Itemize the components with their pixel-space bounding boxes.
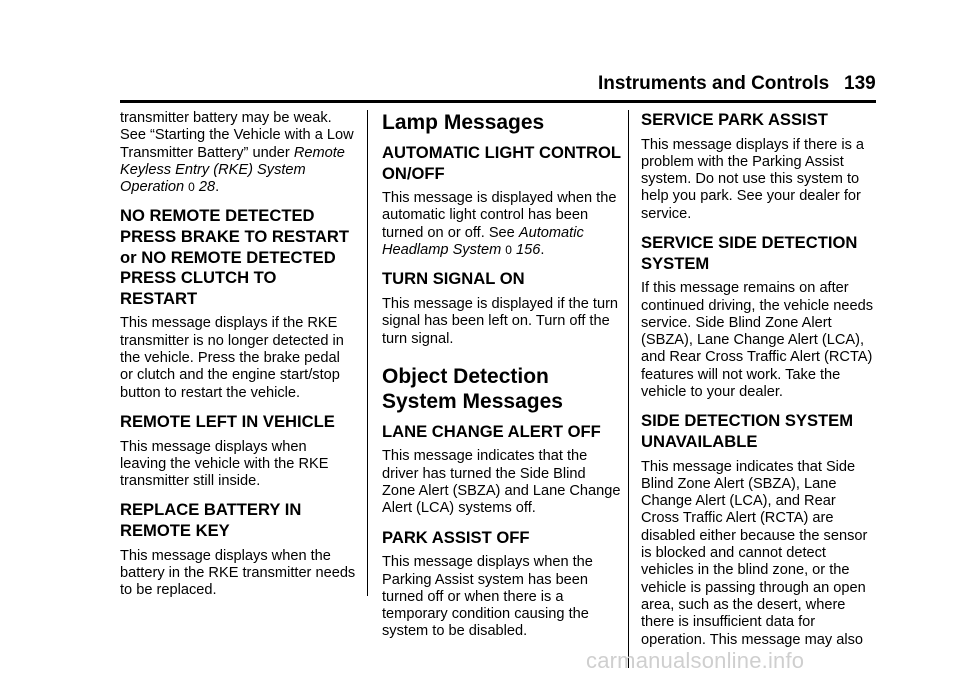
column-divider-1	[367, 110, 368, 596]
intro-paragraph: transmitter battery may be weak. See “Starting the Vehicle with a Low Transmitter Battery” under Remote Keyless Entry (RKE) System Operation 0 28.	[120, 110, 354, 196]
paragraph-remote-left: This message displays when leaving the vehicle with the RKE transmitter still inside.	[120, 438, 329, 490]
rke-cross-reference[interactable]: Remote Keyless Entry (RKE) System Operation	[120, 144, 345, 196]
paragraph-service-side-detection: If this message remains on after continued driving, the vehicle needs service. Side Blind Zone Alert (SBZA), Lane Change Alert (LCA), and Rear Cross Traffic Alert (RCTA) features will not work. Take the vehicle to your dealer.	[641, 280, 874, 401]
column-2	[382, 110, 622, 641]
heading-service-park-assist: SERVICE PARK ASSIST	[641, 110, 828, 129]
paragraph-park-assist-off: This message displays when the Parking Assist system has been turned off or when there is a temporary condition causing the system to be disabled.	[382, 554, 593, 640]
heading-object-detection-messages: Object Detection System Messages	[382, 364, 563, 413]
column-1	[120, 110, 356, 600]
page-ref-number[interactable]: 156	[516, 242, 541, 259]
heading-service-side-detection: SERVICE SIDE DETECTION SYSTEM	[641, 233, 858, 273]
heading-lamp-messages: Lamp Messages	[382, 111, 545, 134]
paragraph-lane-change-alert-off: This message indicates that the driver has turned the Side Blind Zone Alert (SBZA) and Lane Change Alert (LCA) systems off.	[382, 448, 621, 517]
page-number: 139	[844, 73, 876, 94]
heading-no-remote-detected: NO REMOTE DETECTED PRESS BRAKE TO RESTART or NO REMOTE DETECTED PRESS CLUTCH TO RESTART	[120, 206, 349, 308]
page-ref-symbol: 0	[188, 180, 195, 195]
paragraph-automatic-light-control: This message is displayed when the automatic light control has been turned on or off. See Automatic Headlamp System 0 156.	[382, 190, 617, 259]
heading-remote-left: REMOTE LEFT IN VEHICLE	[120, 411, 335, 431]
page-ref-number[interactable]: 28	[198, 179, 216, 196]
watermark: carmanualsonline.info	[586, 648, 805, 673]
paragraph-turn-signal-on: This message is displayed if the turn signal has been left on. Turn off the turn signal.	[382, 295, 619, 347]
paragraph-replace-battery: This message displays when the battery in the RKE transmitter needs to be replaced.	[120, 547, 356, 599]
column-3	[641, 110, 877, 649]
column-divider-2	[628, 110, 629, 668]
heading-turn-signal-on: TURN SIGNAL ON	[382, 269, 525, 289]
header-rule	[120, 100, 876, 103]
paragraph-side-detection-unavailable: This message indicates that Side Blind Zone Alert (SBZA), Lane Change Alert (LCA), and Rear Cross Traffic Alert (RCTA) are disabled either because the sensor is blocked and cannot detect vehicles in the blind zone, or the vehicle is passing through an open area, such as the desert, where there is insufficient data for operation. This message may also	[641, 458, 868, 648]
section-title: Instruments and Controls	[598, 73, 830, 94]
page-ref-symbol: 0	[505, 243, 512, 258]
heading-side-detection-unavailable: SIDE DETECTION SYSTEM UNAVAILABLE	[641, 411, 854, 451]
headlamp-cross-reference[interactable]: Automatic Headlamp System	[382, 224, 584, 259]
heading-lane-change-alert-off: LANE CHANGE ALERT OFF	[382, 421, 601, 441]
heading-park-assist-off: PARK ASSIST OFF	[382, 527, 530, 547]
heading-automatic-light-control: AUTOMATIC LIGHT CONTROL ON/OFF	[382, 143, 621, 183]
paragraph-no-remote-detected: This message displays if the RKE transmitter is no longer detected in the vehicle. Press the brake pedal or clutch and the engine start/stop button to restart the vehicle.	[120, 315, 344, 401]
heading-replace-battery: REPLACE BATTERY IN REMOTE KEY	[120, 500, 302, 541]
paragraph-service-park-assist: This message displays if there is a problem with the Parking Assist system. Do not use this system to help you park. See your dealer for service.	[641, 136, 865, 222]
